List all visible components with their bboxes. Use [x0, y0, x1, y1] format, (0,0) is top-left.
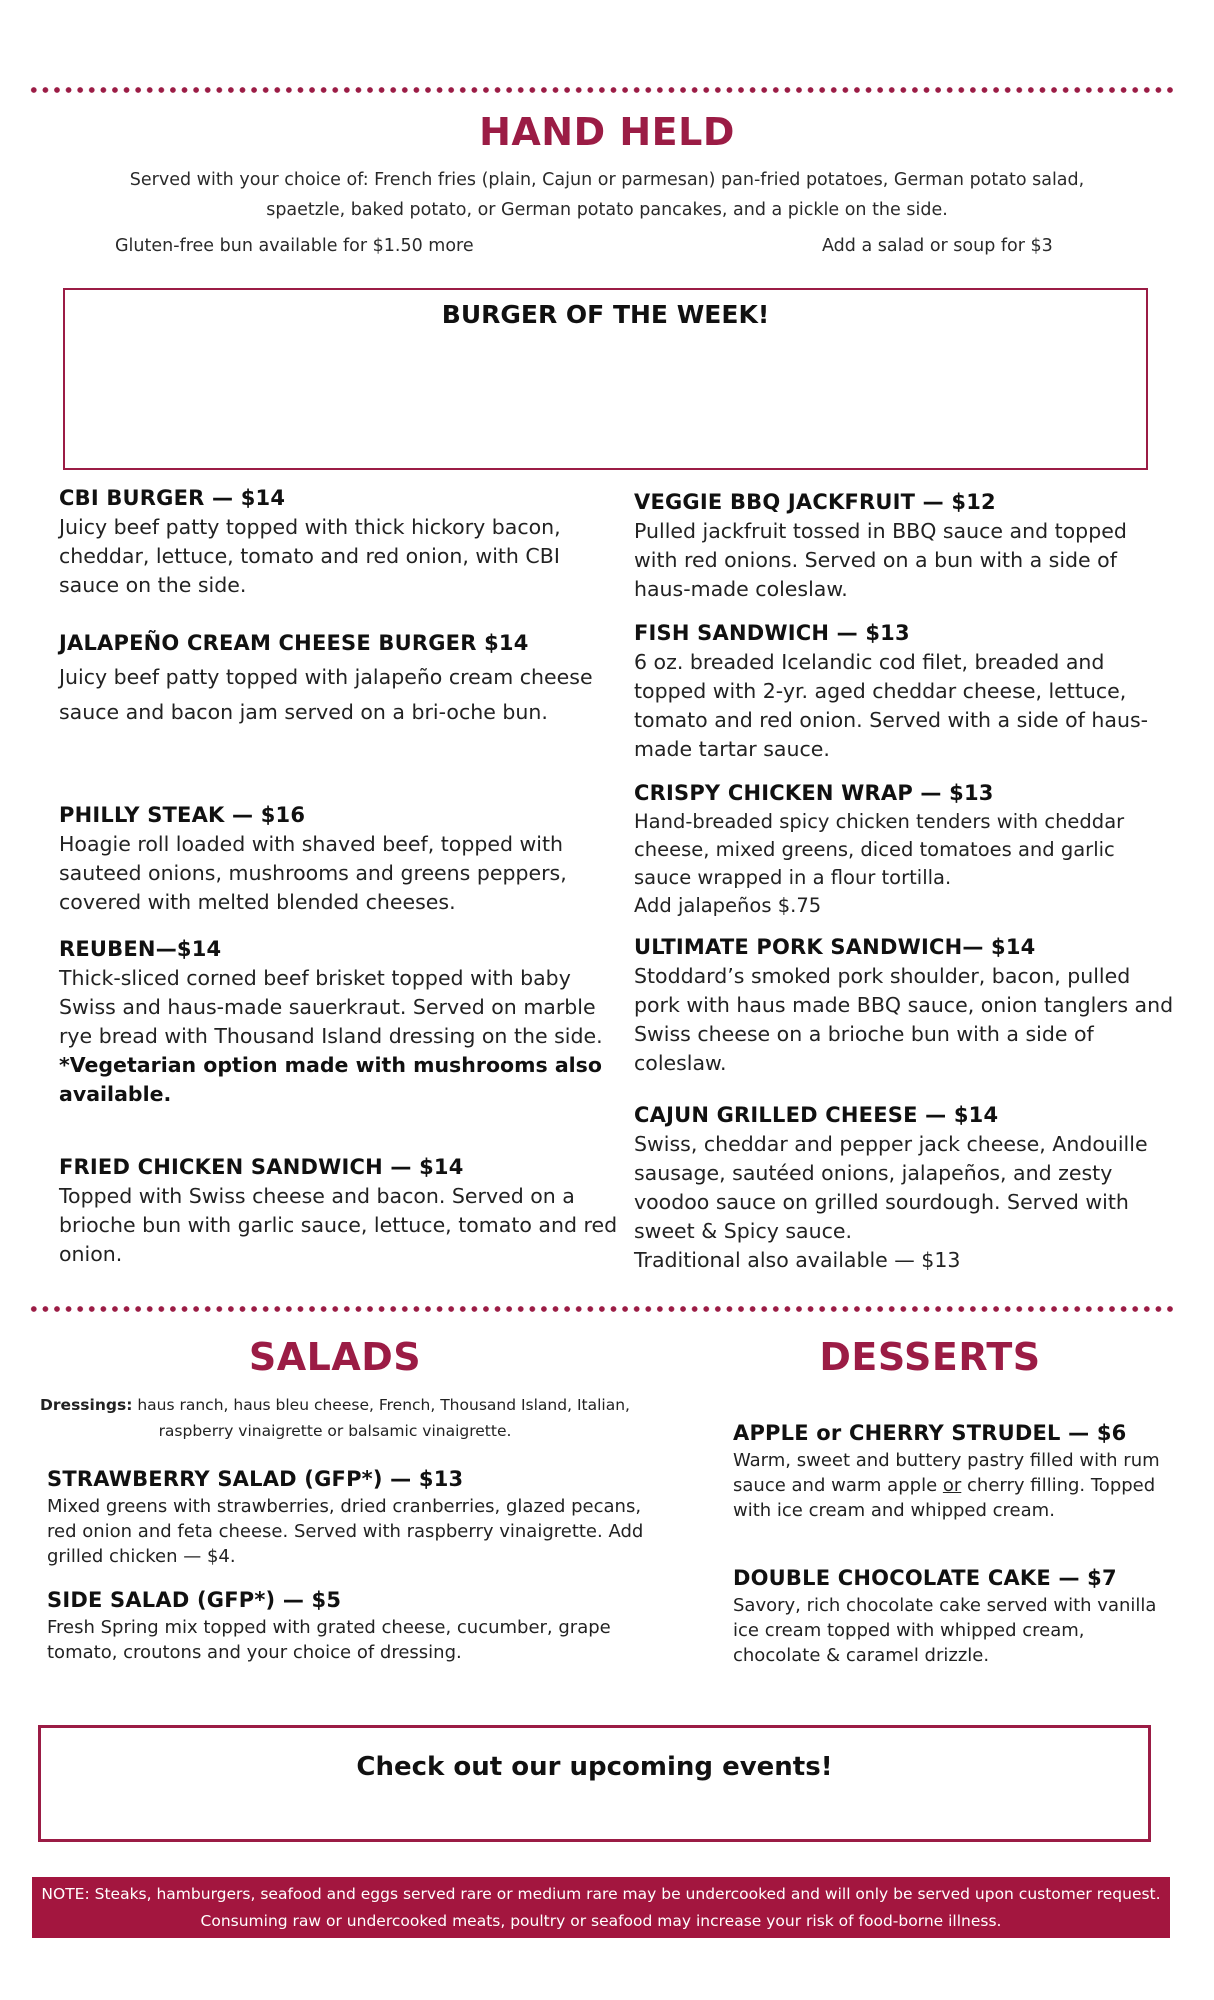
events-box	[38, 1725, 1151, 1842]
desc-part-1: Warm, sweet and buttery pastry filled with rum sauce and warm apple	[733, 1450, 1160, 1496]
footer-note: NOTE: Steaks, hamburgers, seafood and eggs served rare or medium rare may be undercooked and will only be served upon customer request. Consuming raw or undercooked meats, poultry or seafood may increase your risk of food-borne illness.	[32, 1877, 1170, 1938]
item-title: ULTIMATE PORK SANDWICH— $14	[634, 935, 1036, 959]
events-text: Check out our upcoming events!	[356, 1752, 833, 1782]
menu-item-philly-steak	[59, 800, 619, 917]
menu-item-jalapeno-burger	[59, 628, 594, 730]
item-vegetarian-note: *Vegetarian option made with mushrooms also available.	[59, 1053, 602, 1106]
item-desc: 6 oz. breaded Icelandic cod filet, breaded and topped with 2-yr. aged cheddar cheese, lettuce, tomato and red onion. Served with a side of haus-made tartar sauce.	[634, 650, 1149, 761]
menu-item-strudel	[733, 1419, 1173, 1523]
menu-item-cajun-grilled-cheese	[634, 1100, 1179, 1275]
item-desc	[733, 1448, 1173, 1523]
item-title: CRISPY CHICKEN WRAP — $13	[634, 781, 994, 805]
intro-line-2: spaetzle, baked potato, or German potato pancakes, and a pickle on the side.	[266, 200, 948, 220]
item-desc: Swiss, cheddar and pepper jack cheese, Andouille sausage, sautéed onions, jalapeños, and zesty voodoo sauce on grilled sourdough. Served with sweet & Spicy sauce.	[634, 1132, 1148, 1243]
item-desc: Savory, rich chocolate cake served with vanilla ice cream topped with whipped cream, chocolate & caramel drizzle.	[733, 1595, 1157, 1666]
hand-held-title: HAND HELD	[479, 110, 735, 154]
desserts-title: DESSERTS	[819, 1335, 1041, 1379]
dressings-note	[30, 1392, 640, 1444]
item-title: APPLE or CHERRY STRUDEL — $6	[733, 1421, 1127, 1445]
desc-part-2: cherry filling. Topped with ice cream and whipped cream.	[733, 1475, 1156, 1521]
item-desc: Hand-breaded spicy chicken tenders with cheddar cheese, mixed greens, diced tomatoes and garlic sauce wrapped in a flour tortilla.	[634, 810, 1125, 889]
desc-or: or	[942, 1475, 962, 1496]
item-desc: Pulled jackfruit tossed in BBQ sauce and topped with red onions. Served on a bun with a side of haus-made coleslaw.	[634, 519, 1127, 601]
hand-held-intro	[40, 165, 1174, 225]
menu-item-ultimate-pork	[634, 932, 1174, 1078]
gluten-free-note: Gluten-free bun available for $1.50 more	[115, 236, 474, 256]
dressings-label: Dressings:	[40, 1396, 133, 1414]
item-desc: Mixed greens with strawberries, dried cranberries, glazed pecans, red onion and feta cheese. Served with raspberry vinaigrette. Add grilled chicken — $4.	[47, 1496, 644, 1567]
menu-item-fish-sandwich	[634, 618, 1174, 764]
intro-line-1: Served with your choice of: French fries (plain, Cajun or parmesan) pan-fried potatoes, German potato salad,	[129, 170, 1085, 190]
burger-of-week-box	[63, 288, 1148, 470]
menu-item-chicken-wrap	[634, 778, 1174, 920]
menu-item-fried-chicken	[59, 1152, 619, 1269]
item-desc: Topped with Swiss cheese and bacon. Served on a brioche bun with garlic sauce, lettuce, tomato and red onion.	[59, 1184, 618, 1266]
menu-item-strawberry-salad	[47, 1465, 647, 1569]
item-title: SIDE SALAD (GFP*) — $5	[47, 1588, 342, 1612]
item-title: FRIED CHICKEN SANDWICH — $14	[59, 1155, 464, 1179]
item-extra: Traditional also available — $13	[634, 1248, 961, 1272]
menu-item-reuben	[59, 934, 619, 1109]
item-title: FISH SANDWICH — $13	[634, 621, 910, 645]
item-title: PHILLY STEAK — $16	[59, 803, 306, 827]
item-desc: Hoagie roll loaded with shaved beef, topped with sauteed onions, mushrooms and greens peppers, covered with melted blended cheeses.	[59, 832, 567, 914]
middle-dotted-divider	[28, 1306, 1178, 1312]
item-desc: Stoddard’s smoked pork shoulder, bacon, pulled pork with haus made BBQ sauce, onion tanglers and Swiss cheese on a brioche bun with a side of coleslaw.	[634, 964, 1174, 1075]
item-desc: Juicy beef patty topped with jalapeño cream cheese sauce and bacon jam served on a bri-oche bun.	[59, 665, 593, 724]
item-title: CBI BURGER — $14	[59, 486, 286, 510]
top-dotted-divider	[28, 87, 1178, 93]
item-desc: Fresh Spring mix topped with grated cheese, cucumber, grape tomato, croutons and your choice of dressing.	[47, 1617, 611, 1663]
add-salad-note: Add a salad or soup for $3	[822, 236, 1053, 256]
burger-of-week-title: BURGER OF THE WEEK!	[441, 300, 770, 329]
item-desc: Thick-sliced corned beef brisket topped with baby Swiss and haus-made sauerkraut. Served on marble rye bread with Thousand Island dressing on the side.	[59, 966, 603, 1048]
menu-item-cbi-burger	[59, 483, 599, 600]
salads-title: SALADS	[248, 1335, 422, 1379]
item-desc: Juicy beef patty topped with thick hickory bacon, cheddar, lettuce, tomato and red onion, with CBI sauce on the side.	[59, 515, 561, 597]
item-title: DOUBLE CHOCOLATE CAKE — $7	[733, 1566, 1117, 1590]
menu-item-side-salad	[47, 1586, 647, 1665]
dressings-text: haus ranch, haus bleu cheese, French, Thousand Island, Italian, raspberry vinaigrette or balsamic vinaigrette.	[137, 1396, 630, 1440]
item-title: VEGGIE BBQ JACKFRUIT — $12	[634, 490, 996, 514]
item-title: STRAWBERRY SALAD (GFP*) — $13	[47, 1467, 464, 1491]
menu-item-veggie-jackfruit	[634, 487, 1174, 604]
item-extra: Add jalapeños $.75	[634, 894, 822, 917]
menu-item-chocolate-cake	[733, 1564, 1173, 1668]
item-title: REUBEN—$14	[59, 937, 222, 961]
item-title: JALAPEÑO CREAM CHEESE BURGER $14	[59, 631, 529, 655]
item-title: CAJUN GRILLED CHEESE — $14	[634, 1103, 999, 1127]
